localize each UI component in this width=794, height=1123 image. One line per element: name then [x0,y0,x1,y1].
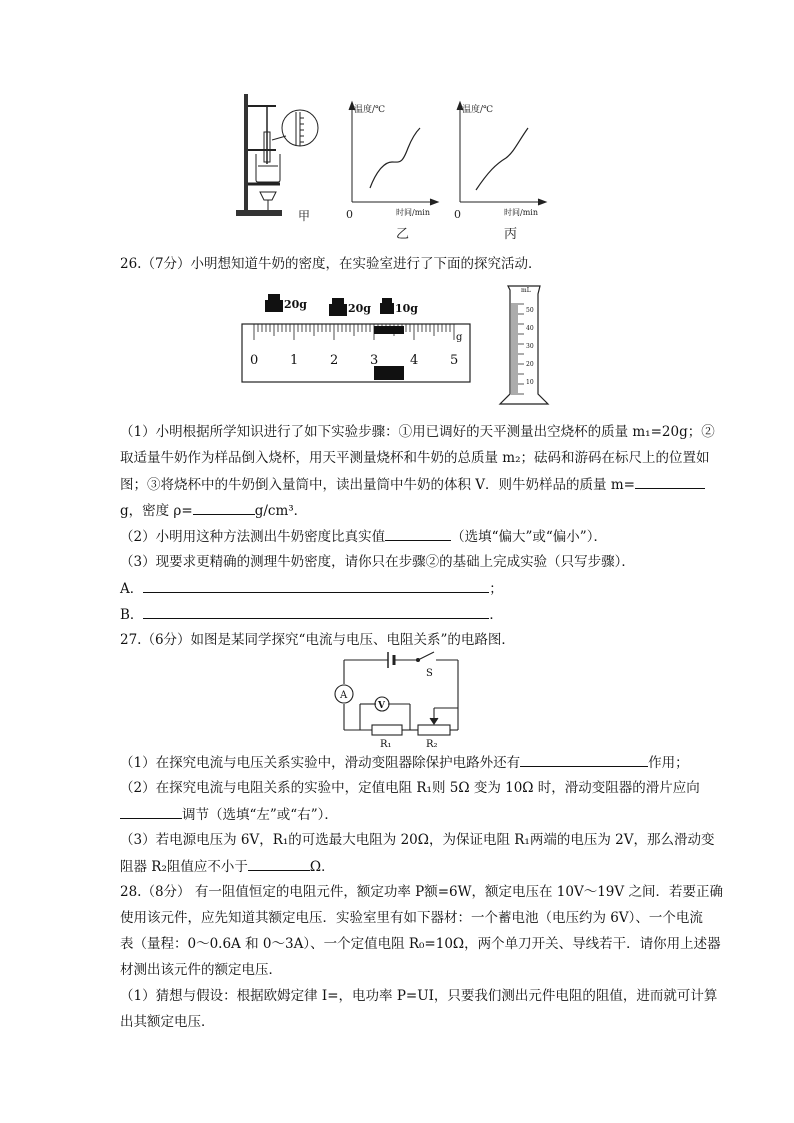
q27-p1-text: （1）在探究电流与电压关系实验中，滑动变阻器除保护电路外还有 [120,755,521,771]
cylinder-tick-30: 30 [526,343,534,350]
scale-tick-1: 1 [290,353,299,368]
ammeter-symbol: A [340,690,348,701]
q26-p1-line4 [120,500,307,521]
graph-yi-origin: 0 [346,208,353,221]
q26-p2-tail: （选填“偏大”或“偏小”）． [451,529,607,545]
min-resistance-blank[interactable] [248,856,310,871]
step-b-label: B． [120,607,144,623]
graduated-cylinder-figure [494,282,552,412]
q27-p3-tail: Ω． [309,859,335,875]
q26-p1-line2: 取适量牛奶作为样品倒入烧杯，用天平测量烧杯和牛奶的总质量 m₂；砝码和游码在标尺上的位置如 [120,450,710,466]
graph-bing [457,102,546,205]
step-b-end: ． [489,607,503,623]
q28-line5: （1）猜想与假设：根据欧姆定律 I=，电功率 P=UI，只要我们测出元件电阻的阻值，进而就可计算 [120,988,718,1004]
r2-label: R₂ [426,739,438,748]
scale-tick-3: 3 [370,353,379,368]
circuit-diagram [330,648,470,748]
q26-p1-line1: （1）小明根据所学知识进行了如下实验步骤：①用已调好的天平测量出空烧杯的质量 m₁=20g；② [120,424,715,440]
weight-label-3: 10g [395,302,418,315]
scale-unit: g [456,332,463,343]
direction-answer-blank[interactable] [120,804,182,819]
q26-step-a [120,578,503,599]
q26-p1-line3 [120,474,705,495]
q28-line3: 表（量程：0～0.6A 和 0～3A）、一个定值电阻 R₀=10Ω，两个单刀开关、导线若干．请你用上述器 [120,936,721,952]
cylinder-tick-10: 10 [526,379,534,386]
q27-p3-line1: （3）若电源电压为 6V，R₁的可选最大电阻为 20Ω，为保证电阻 R₁两端的电压为 2V，那么滑动变 [120,832,715,848]
scale-tick-2: 2 [330,353,339,368]
top-figure [236,92,556,242]
scale-tick-4: 4 [410,353,419,368]
q28-line1: 28.（8分） 有一阻值恒定的电阻元件，额定功率 P额=6W，额定电压在 10V～19V 之间．若要正确 [120,884,723,900]
weight-label-2: 20g [348,302,371,315]
weight-label-1: 20g [284,298,307,311]
step-a-blank[interactable] [143,578,489,593]
q28-line2: 使用该元件，应先知道其额定电压．实验室里有如下器材：一个蓄电池（电压约为 6V）、一个电流 [120,910,703,926]
label-yi: 乙 [396,227,410,242]
q26-step-b [120,604,503,625]
bias-answer-blank[interactable] [385,526,451,541]
q26-p2-text: （2）小明用这种方法测出牛奶密度比真实值 [120,529,386,545]
heating-apparatus-image [236,94,318,216]
step-a-end: ； [489,581,503,597]
label-bing: 丙 [504,227,518,242]
label-jia: 甲 [298,209,311,223]
q26-stem: 26.（7分）小明想知道牛奶的密度，在实验室进行了下面的探究活动． [120,256,542,272]
q27-p3-text: 阻器 R₂阻值应不小于 [120,859,248,875]
cylinder-unit: mL [521,287,531,294]
q27-p1-tail: 作用； [648,755,689,771]
cylinder-tick-20: 20 [526,361,534,368]
step-a-label: A． [120,581,144,597]
q26-p1-line4-unit: g/cm³． [254,503,308,519]
cylinder-tick-40: 40 [526,325,534,332]
q27-p2-tail: 调节（选填“左”或“右”）． [182,807,338,823]
graph-bing-ylabel: 温度/℃ [462,105,494,115]
q27-p3-line2 [120,856,335,877]
mass-answer-blank[interactable] [635,474,705,489]
q26-p3: （3）现要求更精确的测理牛奶密度，请你只在步骤②的基础上完成实验（只写步骤）． [120,554,635,570]
density-answer-blank[interactable] [193,500,255,515]
scale-tick-5: 5 [450,353,459,368]
graph-bing-xlabel: 时间/min [504,208,538,217]
q27-p1 [120,752,689,773]
graph-bing-origin: 0 [454,208,461,221]
balance-scale-figure [240,288,474,384]
r1-label: R₁ [380,739,392,748]
q26-p2 [120,526,607,547]
switch-label: S [426,668,433,679]
voltmeter-symbol: V [378,701,385,711]
q27-p2-line2 [120,804,338,825]
q26-p1-line4-text: g，密度 ρ= [120,503,193,519]
cylinder-tick-50: 50 [526,307,534,314]
q28-line6: 出其额定电压． [120,1014,215,1030]
q27-stem: 27.（6分）如图是某同学探究“电流与电压、电阻关系”的电路图． [120,632,515,648]
graph-yi-xlabel: 时间/min [396,208,430,217]
graph-yi [349,102,438,205]
q28-line4: 材测出该元件的额定电压． [120,962,282,978]
q26-p1-line3-text: 图；③将烧杯中的牛奶倒入量筒中，读出量筒中牛奶的体积 V．则牛奶样品的质量 m= [120,477,635,493]
graph-yi-ylabel: 温度/℃ [354,105,386,115]
q27-p2-line1: （2）在探究电流与电阻关系的实验中，定值电阻 R₁则 5Ω 变为 10Ω 时，滑动变阻器的滑片应向 [120,780,700,796]
rheostat-role-blank[interactable] [520,752,648,767]
step-b-blank[interactable] [143,604,489,619]
scale-tick-0: 0 [250,353,259,368]
